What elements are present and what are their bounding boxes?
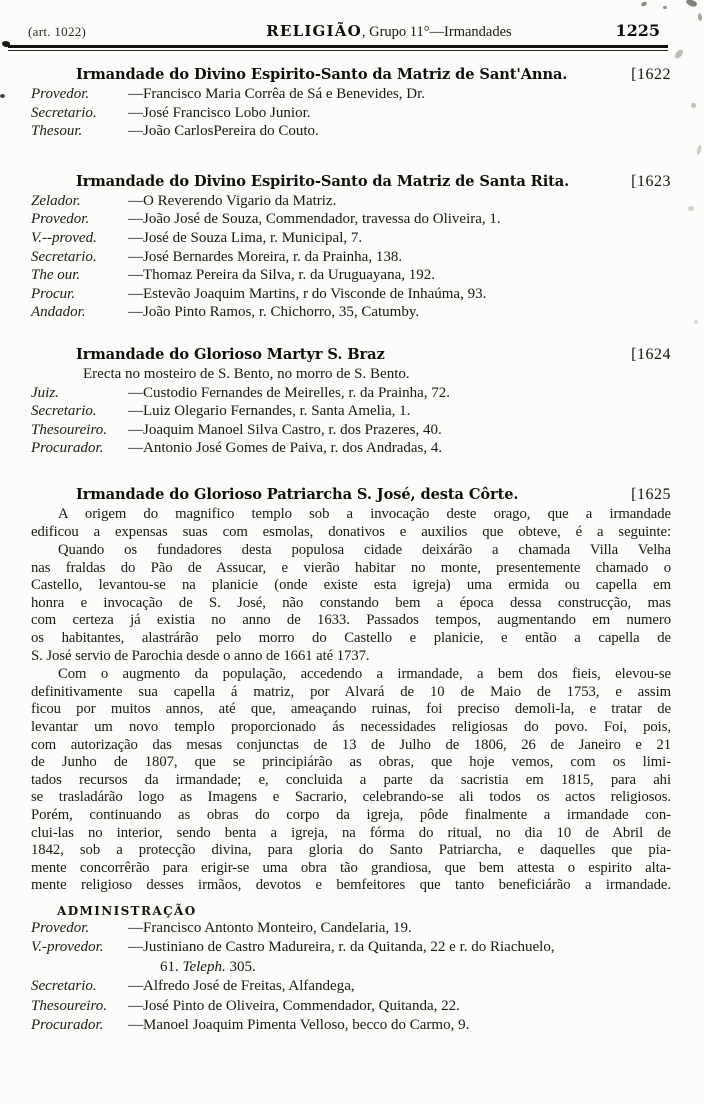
history-paragraph-2 [31, 542, 671, 665]
officer-entry: —João CarlosPereira do Couto. [128, 123, 319, 140]
officer-entry: —Alfredo José de Freitas, Alfandega, [128, 978, 355, 995]
paragraph-line: Castello, levantou-se na planicie (onde existe esta igreja) uma ermida ou capella em [31, 577, 671, 594]
officer-role: Procur. [31, 285, 76, 302]
officer-role: Secretario. [31, 248, 97, 265]
running-title [178, 22, 600, 41]
section-1624 [31, 345, 671, 458]
officer-row [31, 122, 671, 141]
officer-role: Provedor. [31, 211, 90, 228]
officer-row [31, 85, 671, 104]
officer-entry: —Francisco Antonto Monteiro, Candelaria, 19. [128, 919, 412, 936]
page-body [0, 65, 704, 1035]
officer-entry-continuation [160, 958, 671, 977]
officer-role: V.--proved. [31, 229, 97, 246]
officer-entry: —O Reverendo Vigario da Matriz. [128, 192, 337, 209]
officer-role: The our. [31, 267, 81, 284]
officer-role: Provedor. [31, 919, 90, 936]
officer-entry: —Justiniano de Castro Madureira, r. da Quitanda, 22 e r. do Riachuelo, [128, 939, 555, 956]
section-title: Irmandade do Divino Espirito-Santo da Matriz de Sant'Anna. [76, 66, 568, 83]
section-heading [31, 345, 671, 365]
officer-row [31, 285, 671, 304]
paragraph-line: com certeza já existia no anno de 1633. Passados tempos, augmentando em numero [31, 612, 671, 629]
section-title: Irmandade do Glorioso Patriarcha S. José, desta Côrte. [76, 485, 519, 503]
telephone-number: 305. [225, 958, 256, 975]
paragraph-line: nas fraldas do Pão de Assucar, e vierão habitar no monte, presentemente chamado o [31, 559, 671, 576]
officer-entry: —João Pinto Ramos, r. Chichorro, 35, Catumby. [128, 304, 420, 321]
paragraph-line: 1842, sob a protecção divina, para gloria do Santo Patriarcha, e daquelles que pia- [31, 842, 671, 859]
header-rule [8, 45, 668, 51]
section-heading [31, 485, 671, 505]
paragraph-line: os habitantes, alastrárão pelo morro do Castello e planicie, e então a capella de [31, 630, 671, 647]
officer-row [31, 384, 671, 403]
section-1625 [31, 485, 671, 1036]
paragraph-line: clui-las no interior, sendo benta a igreja, na fórma do ritual, no dia 10 de Abril de [31, 824, 671, 841]
telephone-label: Teleph. [182, 958, 226, 975]
paragraph-line: Quando os fundadores desta populosa cidade deixárão a chamada Villa Velha [58, 542, 671, 559]
history-paragraph-3 [31, 666, 671, 895]
officer-role: Thesoureiro. [31, 997, 107, 1014]
officer-row [31, 229, 671, 248]
officer-row [31, 266, 671, 285]
section-ref: [1623 [631, 172, 671, 190]
running-title-rest: , Grupo 11°—Irmandades [361, 24, 512, 40]
officer-row [31, 421, 671, 440]
officer-entry: —Luiz Olegario Fernandes, r. Santa Amelia, 1. [128, 403, 411, 420]
officer-entry: —Antonio José Gomes de Paiva, r. dos Andradas, 4. [128, 440, 443, 457]
officer-role: Provedor. [31, 86, 90, 102]
officer-row [31, 938, 671, 957]
officer-row [31, 248, 671, 267]
section-ref: [1625 [631, 485, 671, 503]
officer-row [31, 997, 671, 1016]
paragraph-line: Com o augmento da população, accedendo a irmandade, a bem dos fieis, elevou-se [58, 666, 671, 683]
paragraph-line: definitivamente sua capella á matriz, por Alvará de 10 de Maio de 1753, e assim [31, 683, 671, 700]
page-number: 1225 [615, 21, 660, 40]
officer-role: Thesour. [31, 123, 83, 140]
officer-row [31, 439, 671, 458]
article-ref: (art. 1022) [28, 24, 87, 39]
paragraph-line: tados recursos da irmandade; e, concluida a parte da sacristia em 1815, para ahi [31, 771, 671, 788]
paragraph-line: levantar um novo templo proporcionado ás necessidades religiosas do povo. Foi, pois, [31, 719, 671, 736]
section-title: Irmandade do Divino Espirito-Santo da Matriz de Santa Rita. [76, 172, 570, 190]
paragraph-line: edificou a expensas suas com esmolas, donativos e auxilios que obteve, é a seguinte: [31, 523, 671, 540]
header-rule-thin [8, 50, 668, 51]
officer-row [31, 402, 671, 421]
officer-entry: —Custodio Fernandes de Meirelles, r. da Prainha, 72. [128, 384, 451, 401]
officer-role: Secretario. [31, 978, 97, 995]
paragraph-line: A origem do magnifico templo sob a invocação deste orago, que a irmandade [58, 505, 671, 522]
paragraph-line: mente religioso desses irmãos, devotos e bemfeitores que tanto beneficiárão a irmandade. [31, 877, 671, 894]
section-title: Irmandade do Glorioso Martyr S. Braz [76, 345, 385, 363]
officer-entry: —José Bernardes Moreira, r. da Prainha, 138. [128, 248, 403, 265]
officer-entry: —Estevão Joaquim Martins, r do Visconde de Inhaúma, 93. [128, 285, 487, 302]
officer-role: Zelador. [31, 192, 81, 209]
officer-role: Secretario. [31, 403, 97, 420]
officer-entry: —Thomaz Pereira da Silva, r. da Uruguayana, 192. [128, 267, 435, 284]
officer-entry: —José de Souza Lima, r. Municipal, 7. [128, 229, 363, 246]
administration-heading: ADMINISTRAÇÃO [57, 903, 197, 918]
paragraph-line: honra e invocação de S. José, não constando bem a época dessa construcção, mas [31, 594, 671, 611]
officer-role: Secretario. [31, 104, 97, 121]
officer-role: Thesoureiro. [31, 421, 107, 438]
section-ref: [1622 [631, 66, 671, 83]
officer-role: Procurador. [31, 440, 104, 457]
section-heading [31, 65, 671, 85]
officer-row [31, 1016, 671, 1035]
officer-role: Andador. [31, 304, 86, 321]
officer-entry: —Manoel Joaquim Pimenta Velloso, becco do Carmo, 9. [128, 1017, 470, 1033]
section-subtitle: Erecta no mosteiro de S. Bento, no morro de S. Bento. [83, 365, 410, 382]
paragraph-line: de Junho de 1807, que se principiárão as obras, que hoje vemos, com os limi- [31, 754, 671, 771]
address-number: 61. [160, 958, 183, 975]
administration-block [31, 904, 671, 1035]
officer-row [31, 210, 671, 229]
officer-role: Procurador. [31, 1017, 104, 1033]
section-heading [31, 172, 671, 192]
officer-row [31, 977, 671, 996]
officer-row [31, 192, 671, 211]
section-1622 [31, 65, 671, 141]
page-header [0, 0, 704, 41]
officer-row [31, 919, 671, 938]
section-ref: [1624 [631, 345, 671, 363]
section-1623 [31, 172, 671, 322]
officer-entry: —João José de Souza, Commendador, travessa do Oliveira, 1. [128, 211, 501, 228]
paragraph-line: S. José servio de Parochia desde o anno de 1661 até 1737. [31, 647, 370, 664]
paragraph-line: mente concorrêrão para erigir-se uma obra tão grandiosa, que bem attesta o espirito alta- [31, 859, 671, 876]
running-title-bold: RELIGIÃO [266, 22, 362, 40]
officer-entry: —José Francisco Lobo Junior. [128, 104, 311, 121]
officer-role: Juiz. [31, 384, 59, 401]
header-rule-thick [8, 45, 668, 48]
officer-row [31, 303, 671, 322]
history-paragraph-1 [31, 506, 671, 541]
paragraph-line: com autorização das mesas conjunctas de 13 de Julho de 1806, 26 de Janeiro e 21 [31, 736, 671, 753]
officer-entry: —Francisco Maria Corrêa de Sá e Benevides, Dr. [128, 86, 425, 102]
officer-row [31, 104, 671, 123]
ink-speck [673, 48, 684, 60]
officer-entry: —José Pinto de Oliveira, Commendador, Quitanda, 22. [128, 997, 460, 1014]
paragraph-line: ficou por muitos annos, até que, ameaçando ruinas, foi preciso demoli-la, e tratar de [31, 701, 671, 718]
officer-role: V.-provedor. [31, 939, 104, 956]
officer-entry: —Joaquim Manoel Silva Castro, r. dos Prazeres, 40. [128, 421, 442, 438]
paragraph-line: se trasladárão logo as Imagens e Sacrario, celebrando-se ali todos os actos religiosos. [31, 789, 671, 806]
paragraph-line: Porém, continuando as obras do corpo da igreja, pôde finalmente a irmandade con- [31, 807, 671, 823]
